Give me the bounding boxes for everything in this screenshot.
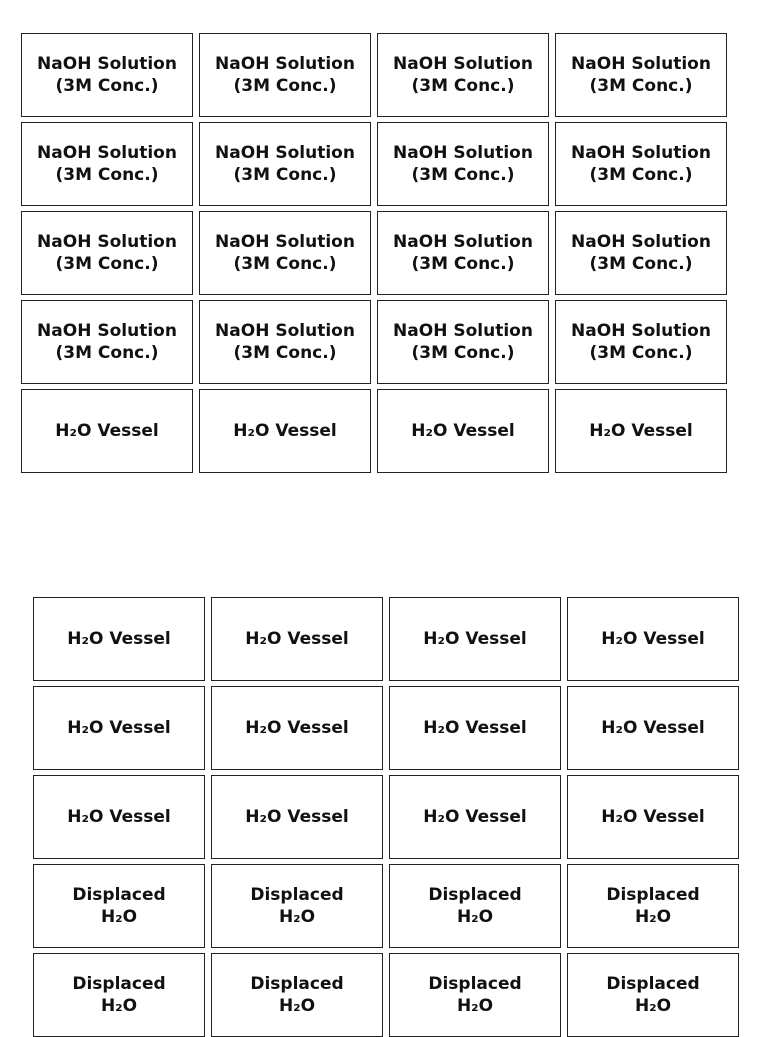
label-text: H₂O Vessel (233, 421, 337, 441)
label-card (33, 775, 205, 859)
label-card (211, 775, 383, 859)
label-card (377, 389, 549, 473)
label-text: NaOH Solution (3M Conc.) (393, 232, 533, 274)
label-text: NaOH Solution (3M Conc.) (37, 232, 177, 274)
label-card (389, 686, 561, 770)
label-text: H₂O Vessel (601, 629, 705, 649)
label-card (555, 33, 727, 117)
label-text: H₂O Vessel (601, 718, 705, 738)
label-text: NaOH Solution (3M Conc.) (571, 321, 711, 363)
label-text: H₂O Vessel (423, 807, 527, 827)
label-text: NaOH Solution (3M Conc.) (393, 143, 533, 185)
label-card (199, 300, 371, 384)
label-card (377, 211, 549, 295)
label-text: NaOH Solution (3M Conc.) (37, 54, 177, 96)
label-card (199, 211, 371, 295)
label-text: NaOH Solution (3M Conc.) (215, 232, 355, 274)
label-card (33, 864, 205, 948)
label-text: Displaced H₂O (72, 885, 166, 927)
label-card (567, 775, 739, 859)
label-card (389, 953, 561, 1037)
label-text: H₂O Vessel (245, 807, 349, 827)
label-card (389, 864, 561, 948)
label-card (33, 597, 205, 681)
label-card (21, 300, 193, 384)
label-card (211, 597, 383, 681)
label-text: H₂O Vessel (245, 629, 349, 649)
label-card (211, 953, 383, 1037)
label-card (389, 775, 561, 859)
label-card (377, 300, 549, 384)
label-card (377, 33, 549, 117)
label-text: H₂O Vessel (423, 629, 527, 649)
label-text: Displaced H₂O (72, 974, 166, 1016)
label-card (199, 389, 371, 473)
label-text: H₂O Vessel (67, 629, 171, 649)
label-text: NaOH Solution (3M Conc.) (37, 143, 177, 185)
label-text: H₂O Vessel (67, 718, 171, 738)
label-card (555, 300, 727, 384)
label-card (567, 686, 739, 770)
label-text: NaOH Solution (3M Conc.) (393, 321, 533, 363)
label-text: H₂O Vessel (589, 421, 693, 441)
label-card (199, 122, 371, 206)
label-text: Displaced H₂O (606, 885, 700, 927)
label-card (211, 864, 383, 948)
label-sheet-bottom (33, 597, 739, 1037)
label-text: NaOH Solution (3M Conc.) (571, 143, 711, 185)
label-text: H₂O Vessel (601, 807, 705, 827)
label-text: Displaced H₂O (250, 885, 344, 927)
label-card (199, 33, 371, 117)
label-card (389, 597, 561, 681)
label-text: NaOH Solution (3M Conc.) (215, 321, 355, 363)
label-text: H₂O Vessel (411, 421, 515, 441)
label-card (555, 122, 727, 206)
label-card (21, 33, 193, 117)
label-text: NaOH Solution (3M Conc.) (571, 232, 711, 274)
label-card (211, 686, 383, 770)
label-sheet-top (21, 33, 727, 473)
label-card (567, 864, 739, 948)
label-card (21, 389, 193, 473)
label-text: Displaced H₂O (250, 974, 344, 1016)
label-text: NaOH Solution (3M Conc.) (571, 54, 711, 96)
label-text: Displaced H₂O (428, 974, 522, 1016)
label-text: Displaced H₂O (428, 885, 522, 927)
label-text: NaOH Solution (3M Conc.) (215, 54, 355, 96)
label-card (567, 953, 739, 1037)
label-card (21, 211, 193, 295)
label-text: H₂O Vessel (245, 718, 349, 738)
label-card (377, 122, 549, 206)
label-card (555, 211, 727, 295)
label-text: NaOH Solution (3M Conc.) (37, 321, 177, 363)
label-text: H₂O Vessel (55, 421, 159, 441)
label-card (21, 122, 193, 206)
label-text: H₂O Vessel (423, 718, 527, 738)
label-card (567, 597, 739, 681)
label-card (555, 389, 727, 473)
label-text: NaOH Solution (3M Conc.) (215, 143, 355, 185)
label-text: Displaced H₂O (606, 974, 700, 1016)
label-text: NaOH Solution (3M Conc.) (393, 54, 533, 96)
label-card (33, 953, 205, 1037)
label-card (33, 686, 205, 770)
label-text: H₂O Vessel (67, 807, 171, 827)
